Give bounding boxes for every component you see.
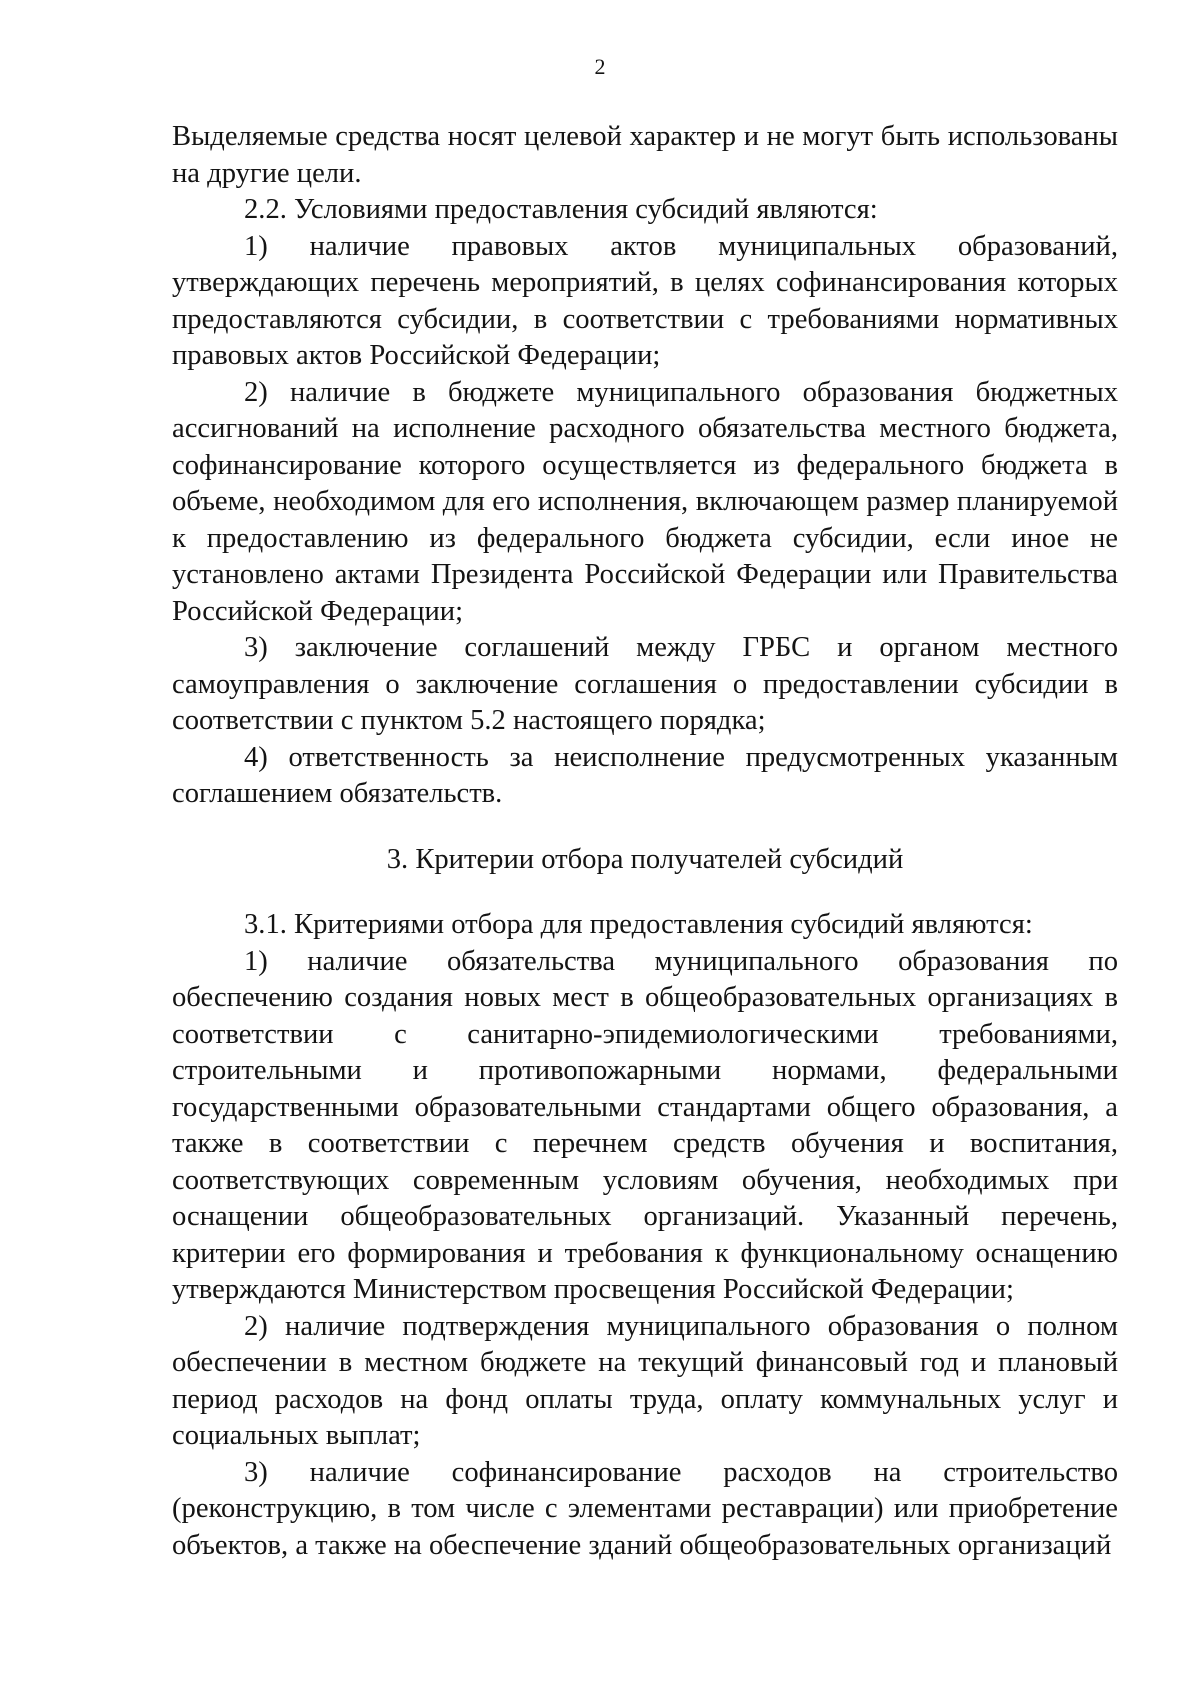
paragraph-intro: Выделяемые средства носят целевой характер и не могут быть использованы на другие цели.	[172, 121, 1118, 189]
section-heading: 3. Критерии отбора получателей субсидий	[386, 843, 904, 875]
list-item: 1) наличие правовых актов муниципальных образований, утверждающих перечень мероприятий, в целях софинансирования которых предоставляются субсидии, в соответствии с требованиями нормативных правовых актов Российской Федерации;	[172, 230, 1118, 371]
paragraph-3-1: 3.1. Критериями отбора для предоставления субсидий являются:	[244, 909, 1033, 940]
list-item: 1) наличие обязательства муниципального образования по обеспечению создания новых мест в общеобразовательных организациях в соответствии с санитарно-эпидемиологическими требованиями, строительными и противопожарными нормами, федеральными государственными образовательными стандартами общего образования, а также в соответствии с перечнем средств обучения и воспитания, соответствующих современным условиям обучения, необходимых при оснащении общеобразовательных организаций. Указанный перечень, критерии его формирования и требования к функциональному оснащению утверждаются Министерством просвещения Российской Федерации;	[172, 945, 1118, 1305]
list-item: 2) наличие в бюджете муниципального образования бюджетных ассигнований на исполнение расходного обязательства местного бюджета, софинансирование которого осуществляется из федерального бюджета в объеме, необходимом для его исполнения, включающем размер планируемой к предоставлению из федерального бюджета субсидии, если иное не установлено актами Президента Российской Федерации или Правительства Российской Федерации;	[172, 376, 1118, 627]
list-item: 4) ответственность за неисполнение предусмотренных указанным соглашением обязательств.	[172, 741, 1118, 809]
list-item: 3) наличие софинансирование расходов на строительство (реконструкцию, в том числе с элементами реставрации) или приобретение объектов, а также на обеспечение зданий общеобразовательных организаций	[172, 1456, 1118, 1561]
list-item: 3) заключение соглашений между ГРБС и органом местного самоуправления о заключение соглашения о предоставлении субсидии в соответствии с пунктом 5.2 настоящего порядка;	[172, 632, 1118, 736]
document-body	[172, 119, 1118, 1564]
page-number: 2	[594, 54, 606, 79]
list-item: 2) наличие подтверждения муниципального образования о полном обеспечении в местном бюджете на текущий финансовый год и плановый период расходов на фонд оплаты труда, оплату коммунальных услуг и социальных выплат;	[172, 1310, 1118, 1451]
paragraph-2-2: 2.2. Условиями предоставления субсидий являются:	[244, 194, 878, 225]
